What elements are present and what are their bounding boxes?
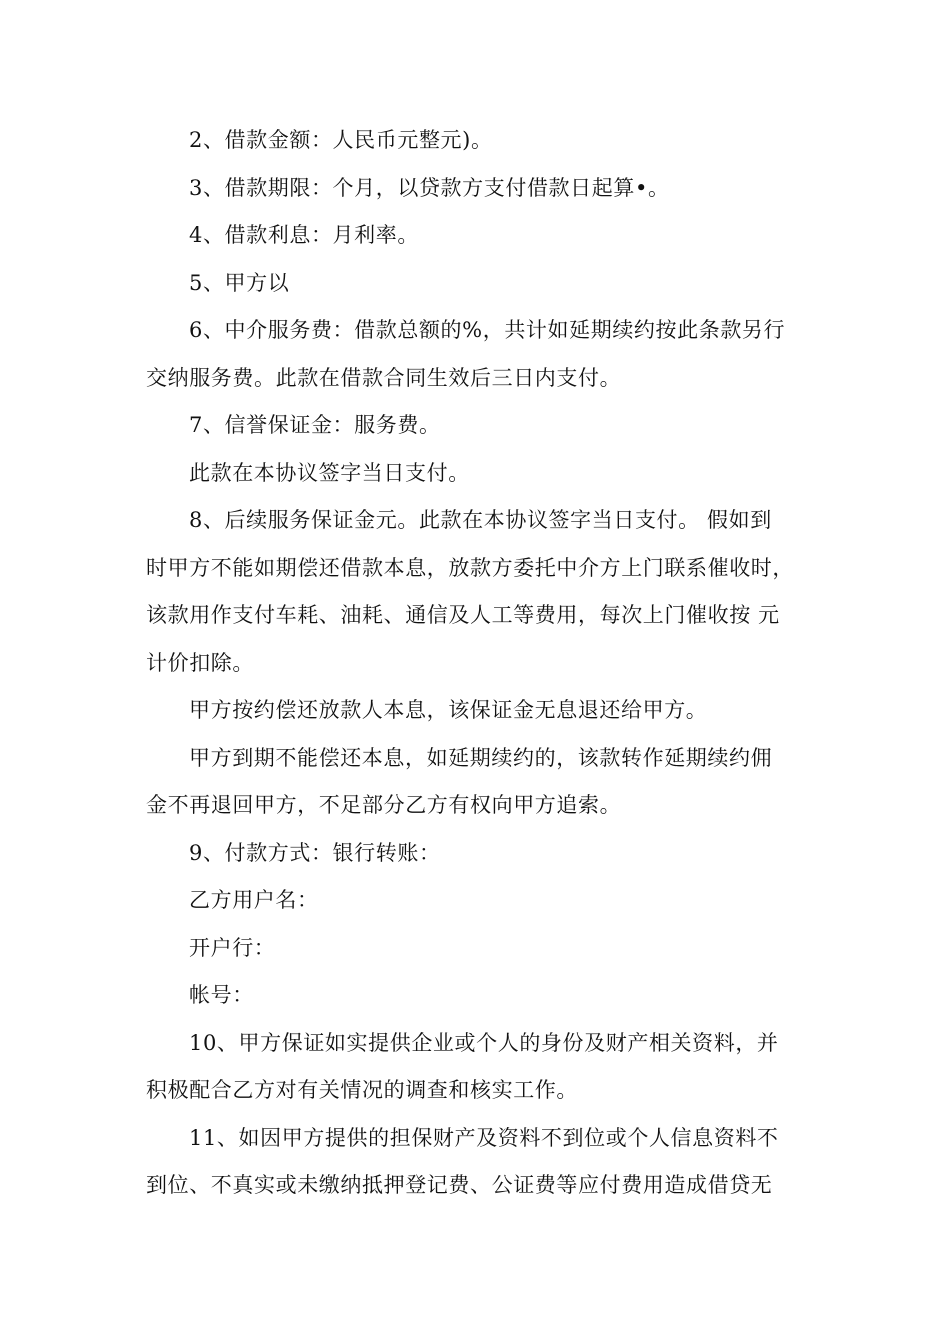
text-line: 3、借款期限：个月，以贷款方支付借款日起算•。 xyxy=(189,175,670,200)
text-line: 9、付款方式：银行转账： xyxy=(189,840,441,865)
text-line: 开户行： xyxy=(189,935,276,960)
text-line: 2、借款金额：人民币元整元)。 xyxy=(189,128,493,152)
text-line: 甲方按约偿还放款人本息，该保证金无息退还给甲方。 xyxy=(189,698,708,722)
text-line: 6、中介服务费：借款总额的%，共计如延期续约按此条款另行 xyxy=(189,318,786,342)
text-line: 5、甲方以 xyxy=(189,270,290,295)
text-line: 7、信誉保证金：服务费。 xyxy=(189,413,441,437)
document-body xyxy=(146,117,804,1210)
text-line: 乙方用户名： xyxy=(189,888,319,912)
text-line: 10、甲方保证如实提供企业或个人的身份及财产相关资料，并 xyxy=(189,1030,779,1055)
text-line: 计价扣除。 xyxy=(146,650,254,675)
text-line: 8、后续服务保证金元。此款在本协议签字当日支付。 假如到 xyxy=(189,508,772,532)
text-line: 时甲方不能如期偿还借款本息，放款方委托中介方上门联系催收时， xyxy=(146,555,794,580)
text-line: 该款用作支付车耗、油耗、通信及人工等费用，每次上门催收按 元 xyxy=(146,603,780,627)
text-line: 积极配合乙方对有关情况的调查和核实工作。 xyxy=(146,1078,578,1102)
text-line: 帐号： xyxy=(189,983,254,1007)
text-line: 交纳服务费。此款在借款合同生效后三日内支付。 xyxy=(146,365,622,390)
text-line: 甲方到期不能偿还本息，如延期续约的，该款转作延期续约佣 xyxy=(189,745,773,770)
text-line: 11、如因甲方提供的担保财产及资料不到位或个人信息资料不 xyxy=(189,1125,779,1150)
text-line: 4、借款利息：月利率。 xyxy=(189,223,419,247)
text-line: 此款在本协议签字当日支付。 xyxy=(189,460,470,485)
text-line: 到位、不真实或未缴纳抵押登记费、公证费等应付费用造成借贷无 xyxy=(146,1173,773,1197)
text-line: 金不再退回甲方，不足部分乙方有权向甲方追索。 xyxy=(146,793,622,817)
